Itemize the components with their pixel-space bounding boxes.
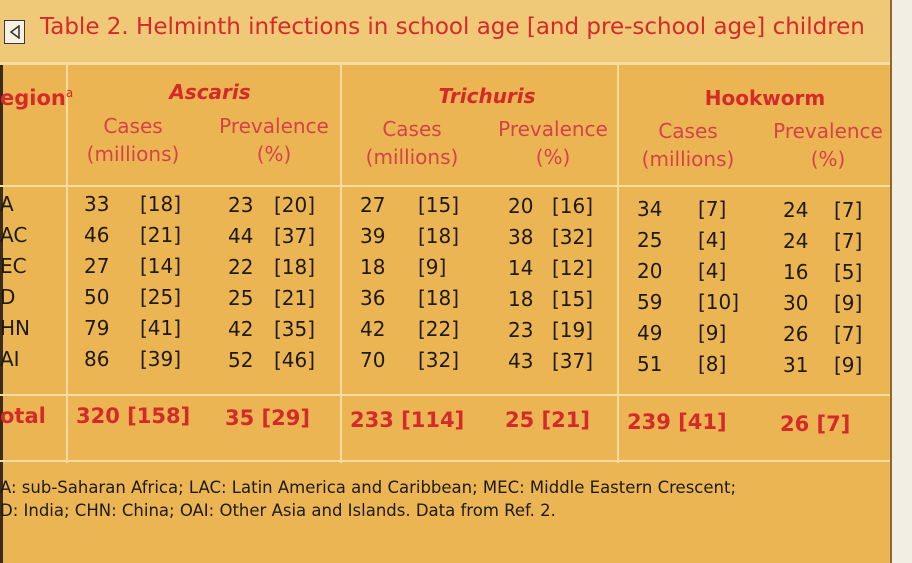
ascaris-cases-cell: 27 <box>84 254 110 278</box>
hookworm-cases-header: Cases (millions) <box>641 119 735 171</box>
ascaris-prevalence-bracket-cell: [46] <box>274 348 316 372</box>
hookworm-prevalence-cell: 31 <box>783 353 809 377</box>
trichuris-total-cases: 233 [114] <box>350 408 465 432</box>
trichuris-cases-bracket-cell: [9] <box>418 255 447 279</box>
column-rule <box>617 65 619 463</box>
hookworm-prevalence-cell: 24 <box>783 198 809 222</box>
hookworm-cases-cell: 25 <box>637 228 663 252</box>
ascaris-cases-bracket-cell: [25] <box>140 285 182 309</box>
trichuris-cases-cell: 39 <box>360 224 386 248</box>
hookworm-prevalence-header: Prevalence (%) <box>773 119 883 171</box>
trichuris-prevalence-cell: 20 <box>508 194 534 218</box>
ascaris-prevalence-bracket-cell: [35] <box>274 317 316 341</box>
title-separator <box>0 62 892 65</box>
ascaris-cases-bracket-cell: [39] <box>140 347 182 371</box>
trichuris-cases-cell: 36 <box>360 286 386 310</box>
hookworm-cases-cell: 59 <box>637 290 663 314</box>
trichuris-cases-bracket-cell: [22] <box>418 317 460 341</box>
ascaris-cases-bracket-cell: [14] <box>140 254 182 278</box>
ascaris-cases-cell: 50 <box>84 285 110 309</box>
hookworm-cases-cell: 51 <box>637 352 663 376</box>
trichuris-prevalence-header: Prevalence (%) <box>498 117 608 169</box>
hookworm-cases-cell: 49 <box>637 321 663 345</box>
ascaris-prevalence-bracket-cell: [20] <box>274 193 316 217</box>
ascaris-total-prevalence: 35 [29] <box>225 406 310 430</box>
hookworm-header: Hookworm <box>704 86 826 110</box>
ascaris-prevalence-cell: 22 <box>228 255 254 279</box>
header-rule <box>0 185 890 187</box>
region-label: EC <box>0 254 27 278</box>
ascaris-prevalence-cell: 52 <box>228 348 254 372</box>
ascaris-cases-bracket-cell: [21] <box>140 223 182 247</box>
hookworm-prevalence-bracket-cell: [7] <box>834 198 863 222</box>
trichuris-prevalence-bracket-cell: [15] <box>552 287 594 311</box>
trichuris-prevalence-bracket-cell: [32] <box>552 225 594 249</box>
hookworm-prevalence-bracket-cell: [9] <box>834 291 863 315</box>
hookworm-cases-bracket-cell: [4] <box>698 228 727 252</box>
hookworm-cases-bracket-cell: [7] <box>698 197 727 221</box>
region-header: egion$^a$ <box>0 86 74 110</box>
trichuris-prevalence-bracket-cell: [16] <box>552 194 594 218</box>
hookworm-cases-cell: 34 <box>637 197 663 221</box>
ascaris-cases-bracket-cell: [18] <box>140 192 182 216</box>
region-label: D <box>0 285 16 309</box>
hookworm-total-prevalence: 26 [7] <box>780 412 851 436</box>
region-label: AI <box>0 347 20 371</box>
hookworm-prevalence-bracket-cell: [9] <box>834 353 863 377</box>
trichuris-prevalence-cell: 23 <box>508 318 534 342</box>
ascaris-cases-cell: 46 <box>84 223 110 247</box>
ascaris-total-cases: 320 [158] <box>76 404 191 428</box>
hookworm-prevalence-cell: 16 <box>783 260 809 284</box>
trichuris-prevalence-cell: 18 <box>508 287 534 311</box>
hookworm-prevalence-cell: 26 <box>783 322 809 346</box>
hookworm-cases-bracket-cell: [4] <box>698 259 727 283</box>
ascaris-prevalence-bracket-cell: [18] <box>274 255 316 279</box>
ascaris-prevalence-bracket-cell: [37] <box>274 224 316 248</box>
trichuris-header: Trichuris <box>438 84 536 108</box>
trichuris-cases-cell: 18 <box>360 255 386 279</box>
total-rule <box>0 394 890 396</box>
page-right-margin <box>892 0 912 563</box>
hookworm-total-cases: 239 [41] <box>627 410 727 434</box>
hookworm-prevalence-cell: 24 <box>783 229 809 253</box>
trichuris-prevalence-cell: 38 <box>508 225 534 249</box>
trichuris-cases-cell: 42 <box>360 317 386 341</box>
ascaris-cases-cell: 33 <box>84 192 110 216</box>
hookworm-cases-bracket-cell: [9] <box>698 321 727 345</box>
column-rule <box>340 65 342 463</box>
trichuris-cases-bracket-cell: [18] <box>418 286 460 310</box>
ascaris-cases-cell: 86 <box>84 347 110 371</box>
hookworm-prevalence-bracket-cell: [5] <box>834 260 863 284</box>
trichuris-prevalence-cell: 43 <box>508 349 534 373</box>
trichuris-cases-bracket-cell: [18] <box>418 224 460 248</box>
trichuris-total-prevalence: 25 [21] <box>505 408 590 432</box>
trichuris-cases-cell: 27 <box>360 193 386 217</box>
trichuris-cases-bracket-cell: [32] <box>418 348 460 372</box>
table-title: Table 2. Helminth infections in school age [and pre-school age] children <box>40 14 865 40</box>
trichuris-cases-header: Cases (millions) <box>365 117 459 169</box>
hookworm-cases-bracket-cell: [8] <box>698 352 727 376</box>
ascaris-prevalence-cell: 25 <box>228 286 254 310</box>
ascaris-header: Ascaris <box>169 80 251 104</box>
hookworm-prevalence-cell: 30 <box>783 291 809 315</box>
trichuris-prevalence-bracket-cell: [12] <box>552 256 594 280</box>
ascaris-prevalence-header: Prevalence (%) <box>219 114 329 166</box>
trichuris-prevalence-bracket-cell: [37] <box>552 349 594 373</box>
hookworm-prevalence-bracket-cell: [7] <box>834 229 863 253</box>
footnote-rule <box>0 460 890 462</box>
region-label: A <box>0 192 14 216</box>
footnote-line-2: D: India; CHN: China; OAI: Other Asia and Islands. Data from Ref. 2. <box>0 501 556 520</box>
hookworm-cases-bracket-cell: [10] <box>698 290 740 314</box>
region-label: AC <box>0 223 28 247</box>
ascaris-cases-header: Cases (millions) <box>86 114 180 166</box>
ascaris-prevalence-bracket-cell: [21] <box>274 286 316 310</box>
column-rule <box>66 65 68 463</box>
trichuris-prevalence-cell: 14 <box>508 256 534 280</box>
ascaris-prevalence-cell: 23 <box>228 193 254 217</box>
ascaris-cases-bracket-cell: [41] <box>140 316 182 340</box>
hookworm-cases-cell: 20 <box>637 259 663 283</box>
total-label: otal <box>0 404 46 428</box>
trichuris-cases-cell: 70 <box>360 348 386 372</box>
region-label: HN <box>0 316 30 340</box>
ascaris-cases-cell: 79 <box>84 316 110 340</box>
left-triangle-icon <box>4 20 25 44</box>
hookworm-prevalence-bracket-cell: [7] <box>834 322 863 346</box>
trichuris-prevalence-bracket-cell: [19] <box>552 318 594 342</box>
ascaris-prevalence-cell: 44 <box>228 224 254 248</box>
ascaris-prevalence-cell: 42 <box>228 317 254 341</box>
trichuris-cases-bracket-cell: [15] <box>418 193 460 217</box>
footnote-line-1: A: sub-Saharan Africa; LAC: Latin America and Caribbean; MEC: Middle Eastern Crescent; <box>0 478 736 497</box>
